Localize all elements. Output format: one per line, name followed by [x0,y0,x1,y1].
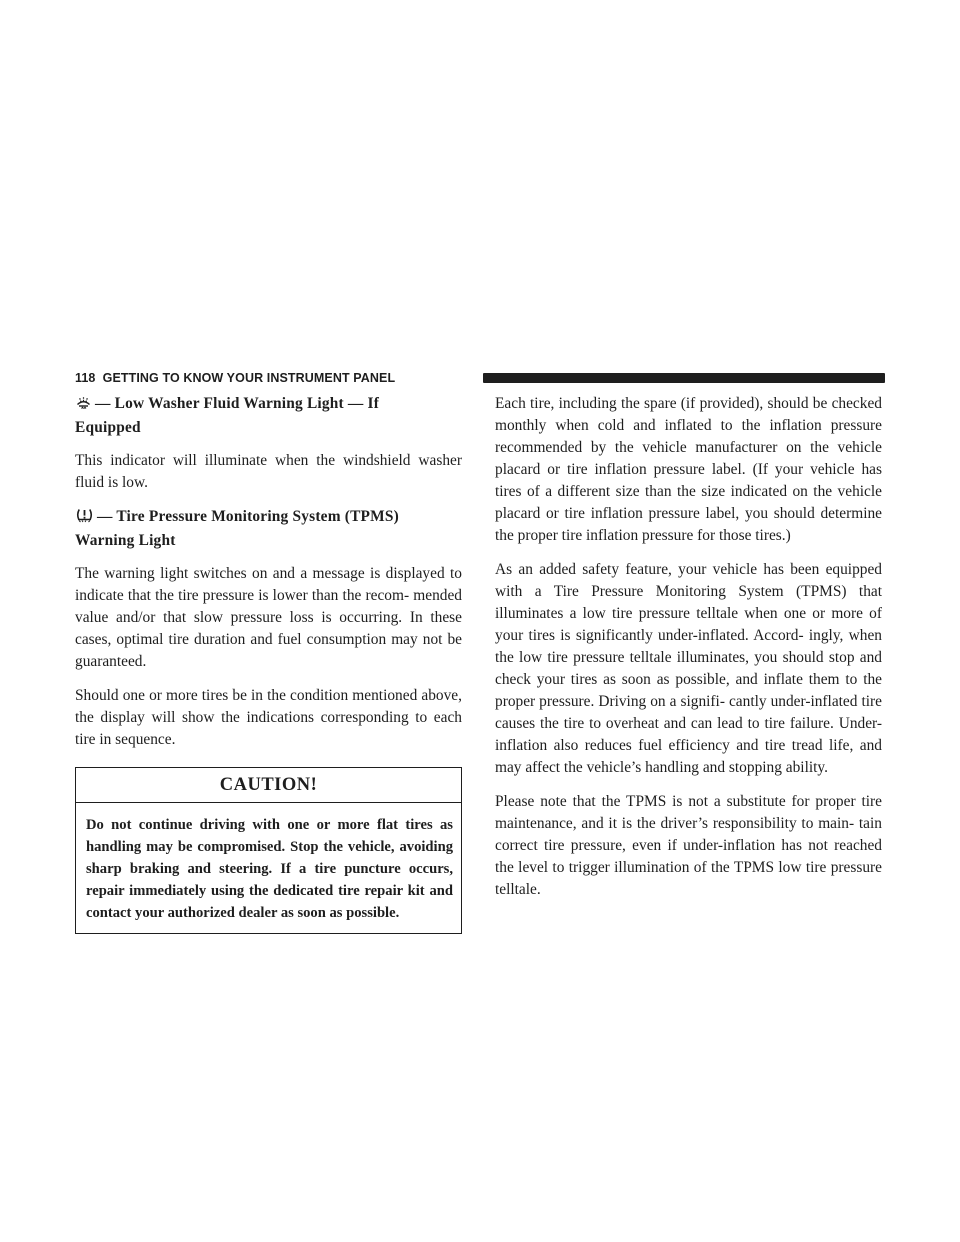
caution-title: CAUTION! [76,768,461,803]
caution-text: Do not continue driving with one or more flat tires as handling may be compromised. Stop the vehicle, avoiding sharp braking and steering. If a tire puncture occurs, repair immediately using the dedicated tire repair kit and contact your authorized dealer as soon as possible. [86,817,453,921]
section-title: GETTING TO KNOW YOUR INSTRUMENT PANEL [102,371,396,385]
washer-heading-line2: Equipped [75,419,141,436]
tpms-heading-line2: Warning Light [75,532,176,549]
washer-body: This indicator will illuminate when the windshield washer fluid is low. [75,452,462,491]
right-column [495,393,882,913]
tpms-paragraph-2: Should one or more tires be in the condition mentioned above, the display will show the indications corresponding to each tire in sequence. [75,687,462,748]
tpms-heading-line1: — Tire Pressure Monitoring System (TPMS) [97,508,399,525]
page-header [75,370,885,386]
washer-heading-line1: — Low Washer Fluid Warning Light — If [95,395,380,412]
caution-box [75,767,462,934]
tpms-paragraph-1: The warning light switches on and a message is displayed to indicate that the tire pressure is lower than the recom- mended value and/or that slow pressure loss is occurring. In these cases, optimal tire duration and fuel consumption may not be guaranteed. [75,565,462,670]
right-paragraph-2: As an added safety feature, your vehicle has been equipped with a Tire Pressure Monitoring System (TPMS) that illuminates a low tire pressure telltale when one or more of your tires is significantly under-inflated. Accord- ingly, when the low tire pressure telltale illuminates, you should stop and check your tires as soon as possible, and inflate them to the proper pressure. Driving on a signifi- cantly under-inflated tire causes the tire to overheat and can lead to tire failure. Under-inflation also reduces fuel efficiency and tire tread life, and may affect the vehicle’s handling and stopping ability. [495,561,882,776]
tpms-heading [75,506,462,552]
tire-pressure-icon [75,507,94,530]
left-column [75,393,462,934]
right-paragraph-1: Each tire, including the spare (if provided), should be checked monthly when cold and inflated to the inflation pressure recommended by the vehicle manufacturer on the vehicle placard or tire inflation pressure label. (If your vehicle has tires of a different size than the size indicated on the vehicle placard or tire inflation pressure label, you should determine the proper tire inflation pressure for those tires.) [495,395,882,544]
washer-fluid-icon [75,395,92,417]
page-number: 118 [75,371,96,385]
header-rule [483,373,885,383]
right-paragraph-3: Please note that the TPMS is not a substitute for proper tire maintenance, and it is the driver’s responsibility to main- tain correct tire pressure, even if under-inflation has not reached the level to trigger illumination of the TPMS low tire pressure telltale. [495,793,882,898]
header-text [75,370,395,386]
washer-heading [75,393,462,439]
